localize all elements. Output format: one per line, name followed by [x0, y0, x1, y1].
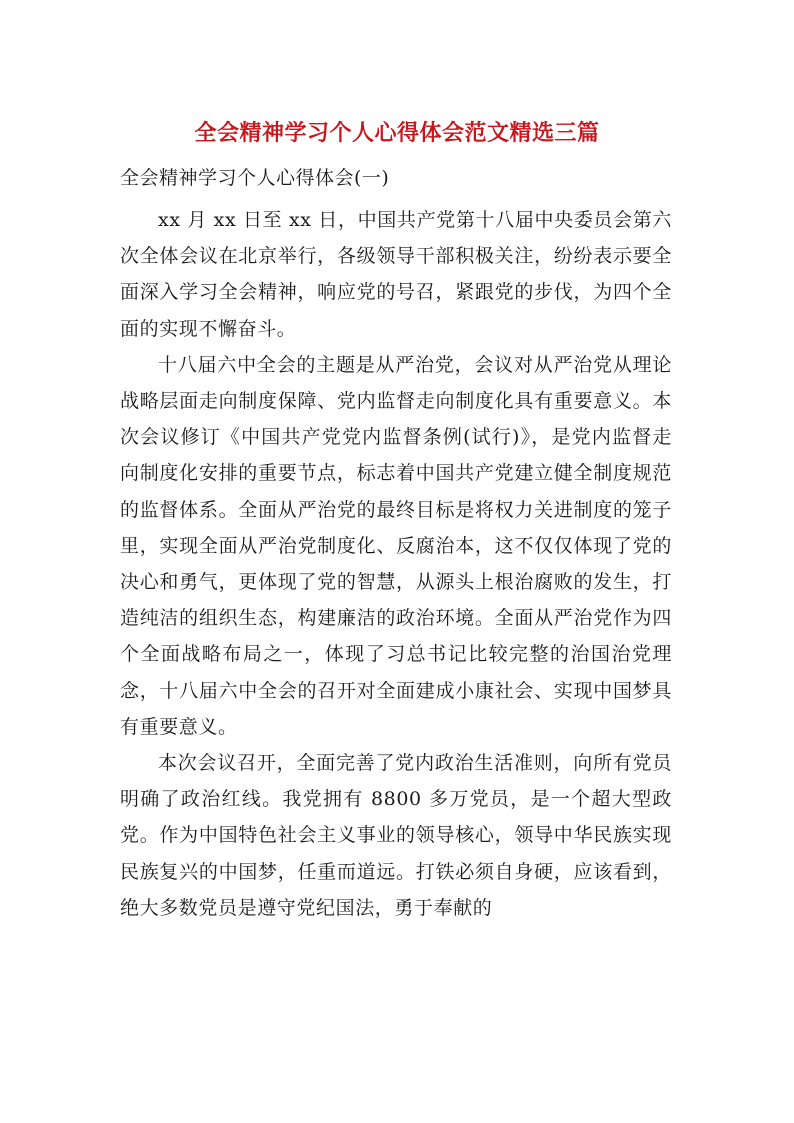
section-heading: 全会精神学习个人心得体会(一): [120, 167, 390, 189]
paragraph-3: 本次会议召开，全面完善了党内政治生活准则，向所有党员明确了政治红线。我党拥有 8800 多万党员，是一个超大型政党。作为中国特色社会主义事业的领导核心，领导中华民族实现民族复兴的中国梦，任重而道远。打铁必须自身硬，应该看到，绝大多数党员是遵守党纪国法，勇于奉献的: [120, 752, 672, 919]
document-body: [120, 202, 672, 926]
paragraph-1: xx 月 xx 日至 xx 日，中国共产党第十八届中央委员会第六次全体会议在北京举行，各级领导干部积极关注，纷纷表示要全面深入学习全会精神，响应党的号召，紧跟党的步伐，为四个全面的实现不懈奋斗。: [120, 209, 672, 340]
paragraph-2: 十八届六中全会的主题是从严治党，会议对从严治党从理论战略层面走向制度保障、党内监督走向制度化具有重要意义。本次会议修订《中国共产党党内监督条例(试行)》，是党内监督走向制度化安排的重要节点，标志着中国共产党建立健全制度规范的监督体系。全面从严治党的最终目标是将权力关进制度的笼子里，实现全面从严治党制度化、反腐治本，这不仅仅体现了党的决心和勇气，更体现了党的智慧，从源头上根治腐败的发生，打造纯洁的组织生态，构建廉洁的政治环境。全面从严治党作为四个全面战略布局之一，体现了习总书记比较完整的治国治党理念，十八届六中全会的召开对全面建成小康社会、实现中国梦具有重要意义。: [120, 353, 672, 738]
document-title: 全会精神学习个人心得体会范文精选三篇: [194, 120, 600, 146]
